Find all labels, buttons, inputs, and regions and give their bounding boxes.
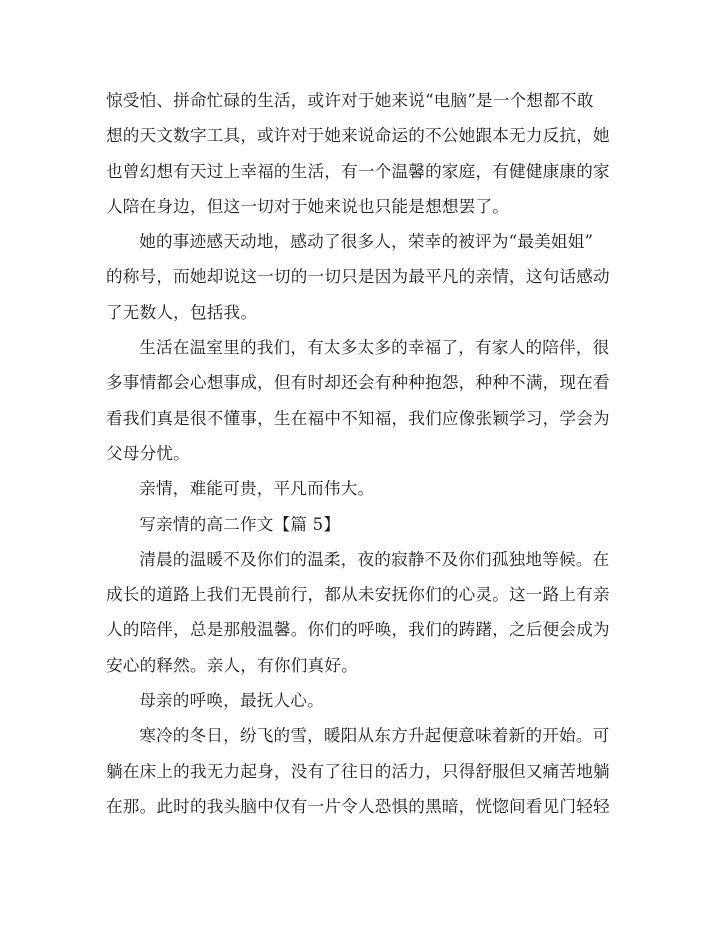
text-line: 了无数人，包括我。 [106, 302, 258, 322]
text-line: 看我们真是很不懂事，生在福中不知福，我们应像张颖学习，学会为 [106, 408, 610, 428]
text-line: 人的陪伴，总是那般温馨。你们的呼唤，我们的踌躇，之后便会成为 [106, 620, 610, 640]
paragraph [106, 542, 610, 683]
text-line: 亲情，难能可贵，平凡而伟大。 [139, 479, 375, 499]
paragraph [106, 83, 610, 224]
text-line: 的称号，而她却说这一切的一切只是因为最平凡的亲情，这句话感动 [106, 267, 610, 287]
text-line: 写亲情的高二作文【篇 5】 [139, 514, 341, 534]
text-line: 躺在床上的我无力起身，没有了往日的活力，只得舒服但又痛苦地躺 [106, 761, 610, 781]
text-line: 生活在温室里的我们，有太多太多的幸福了，有家人的陪伴，很 [139, 338, 610, 358]
paragraph [106, 330, 610, 471]
text-line: 惊受怕、拼命忙碌的生活，或许对于她来说“电脑”是一个想都不敢 [106, 91, 594, 110]
paragraph [106, 683, 610, 718]
text-line: 成长的道路上我们无畏前行，都从未安抚你们的心灵。这一路上有亲 [106, 585, 610, 605]
text-line: 人陪在身边，但这一切对于她来说也只能是想想罢了。 [106, 196, 510, 216]
text-line: 寒冷的冬日，纷飞的雪，暖阳从东方升起便意味着新的开始。可 [139, 726, 610, 746]
text-line: 想的天文数字工具，或许对于她来说命运的不公她跟本无力反抗，她 [106, 126, 610, 146]
text-line: 多事情都会心想事成，但有时却还会有种种抱怨，种种不满，现在看 [106, 373, 610, 393]
paragraph [106, 224, 610, 330]
text-line: 安心的释然。亲人，有你们真好。 [106, 655, 358, 675]
text-line: 在那。此时的我头脑中仅有一片令人恐惧的黑暗，恍惚间看见门轻轻 [106, 796, 610, 816]
text-line: 她的事迹感天动地，感动了很多人，荣幸的被评为“最美姐姐” [139, 232, 594, 252]
text-line: 也曾幻想有天过上幸福的生活，有一个温馨的家庭，有健健康康的家 [106, 161, 610, 181]
text-line: 母亲的呼唤，最抚人心。 [139, 691, 324, 711]
text-line: 父母分忧。 [106, 443, 190, 463]
text-line: 清晨的温暖不及你们的温柔，夜的寂静不及你们孤独地等候。在 [139, 549, 610, 569]
section-heading [106, 507, 610, 542]
paragraph [106, 718, 610, 824]
paragraph [106, 471, 610, 506]
